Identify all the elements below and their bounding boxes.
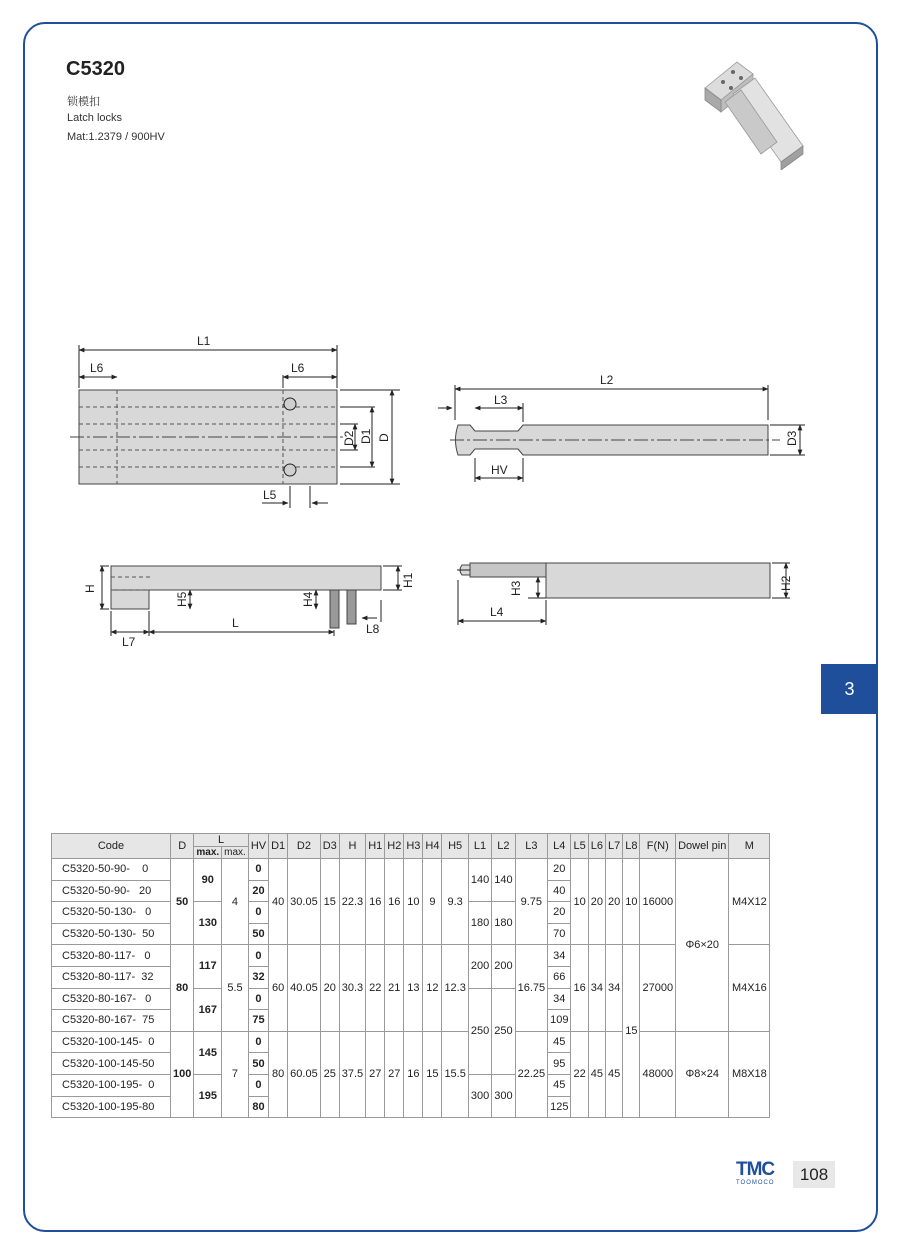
cell-l4: 20 <box>548 859 571 881</box>
cell-l4: 45 <box>548 1031 571 1053</box>
label-d1: D1 <box>359 428 373 444</box>
cell-l7: 34 <box>605 945 622 1031</box>
label-h2: H2 <box>779 575 793 591</box>
cell-l2: 140 <box>492 859 515 902</box>
cell-l4: 34 <box>548 945 571 967</box>
th-m: M <box>729 834 770 859</box>
th-d1: D1 <box>269 834 288 859</box>
cell-d: 80 <box>171 945 194 1031</box>
cell-hv: 50 <box>248 1053 268 1075</box>
cell-l7: 20 <box>605 859 622 945</box>
cell-h3: 16 <box>404 1031 423 1117</box>
label-d2: D2 <box>342 430 356 446</box>
cell-l2: 180 <box>492 902 515 945</box>
cell-hv: 20 <box>248 880 268 902</box>
cell-l2: 250 <box>492 988 515 1074</box>
label-h4: H4 <box>301 591 315 607</box>
th-h: H <box>339 834 365 859</box>
cell-h2: 27 <box>385 1031 404 1117</box>
cell-l-max: 90 <box>194 859 222 902</box>
label-h3: H3 <box>509 580 523 596</box>
cell-d1: 60 <box>269 945 288 1031</box>
cell-l5: 16 <box>571 945 588 1031</box>
cell-dowel: Φ8×24 <box>676 1031 729 1117</box>
label-l5: L5 <box>263 488 277 502</box>
cell-l4: 70 <box>548 923 571 945</box>
cell-h1: 27 <box>366 1031 385 1117</box>
label-l: L <box>232 616 239 630</box>
cell-d3: 20 <box>320 945 339 1031</box>
cell-m: M8X18 <box>729 1031 770 1117</box>
table-row <box>52 859 770 881</box>
cell-h3: 13 <box>404 945 423 1031</box>
cell-h5: 15.5 <box>442 1031 468 1117</box>
table-row <box>52 1031 770 1053</box>
th-l2: L2 <box>492 834 515 859</box>
cell-l5: 10 <box>571 859 588 945</box>
cell-hv: 75 <box>248 1010 268 1032</box>
cell-m: M4X12 <box>729 859 770 945</box>
cell-l6: 20 <box>588 859 605 945</box>
th-dowel: Dowel pin <box>676 834 729 859</box>
th-code: Code <box>52 834 171 859</box>
cell-h: 30.3 <box>339 945 365 1031</box>
cell-d: 50 <box>171 859 194 945</box>
code-cell: C5320-50-90- 0 <box>52 859 171 881</box>
product-name-cn: 锁模扣 <box>67 96 100 108</box>
label-h: H <box>83 584 97 593</box>
th-l8: L8 <box>623 834 640 859</box>
th-h4: H4 <box>423 834 442 859</box>
cell-l-max2: 5.5 <box>222 945 249 1031</box>
cell-l-max: 130 <box>194 902 222 945</box>
cell-h2: 16 <box>385 859 404 945</box>
label-l4: L4 <box>490 605 504 619</box>
th-h5: H5 <box>442 834 468 859</box>
label-l6-right: L6 <box>291 361 305 375</box>
cell-l1: 180 <box>468 902 491 945</box>
cell-d: 100 <box>171 1031 194 1117</box>
th-h2: H2 <box>385 834 404 859</box>
cell-d1: 80 <box>269 1031 288 1117</box>
cell-d1: 40 <box>269 859 288 945</box>
cell-l-max: 117 <box>194 945 222 988</box>
cell-l3: 16.75 <box>515 945 548 1031</box>
label-hv: HV <box>491 463 508 477</box>
cell-h4: 9 <box>423 859 442 945</box>
cell-l1: 140 <box>468 859 491 902</box>
cell-l4: 66 <box>548 966 571 988</box>
code-cell: C5320-80-117- 0 <box>52 945 171 967</box>
cell-l-max: 167 <box>194 988 222 1031</box>
th-l7: L7 <box>605 834 622 859</box>
cell-force: 27000 <box>640 945 676 1031</box>
th-d: D <box>171 834 194 859</box>
cell-h: 22.3 <box>339 859 365 945</box>
cell-h5: 12.3 <box>442 945 468 1031</box>
cell-hv: 0 <box>248 1074 268 1096</box>
cell-l2: 200 <box>492 945 515 988</box>
label-l6-left: L6 <box>90 361 104 375</box>
cell-hv: 0 <box>248 945 268 967</box>
cell-l8: 10 <box>623 859 640 945</box>
label-l2: L2 <box>600 373 614 387</box>
cell-force: 48000 <box>640 1031 676 1117</box>
cell-d3: 25 <box>320 1031 339 1117</box>
cell-l2: 300 <box>492 1074 515 1117</box>
label-l8: L8 <box>366 622 380 636</box>
cell-dowel: Φ6×20 <box>676 859 729 1032</box>
section-tab[interactable]: 3 <box>821 664 878 714</box>
cell-d2: 60.05 <box>288 1031 321 1117</box>
product-code: C5320 <box>66 58 125 80</box>
th-l4: L4 <box>548 834 571 859</box>
cell-l7: 45 <box>605 1031 622 1117</box>
code-cell: C5320-50-130- 0 <box>52 902 171 924</box>
cell-h4: 12 <box>423 945 442 1031</box>
cell-d2: 30.05 <box>288 859 321 945</box>
cell-l1: 300 <box>468 1074 491 1117</box>
label-l1: L1 <box>197 334 211 348</box>
cell-l-max2: 4 <box>222 859 249 945</box>
cell-hv: 0 <box>248 859 268 881</box>
product-name-en: Latch locks <box>67 112 123 124</box>
table-row <box>52 945 770 967</box>
cell-h4: 15 <box>423 1031 442 1117</box>
th-h1: H1 <box>366 834 385 859</box>
cell-l3: 22.25 <box>515 1031 548 1117</box>
cell-l4: 95 <box>548 1053 571 1075</box>
cell-d2: 40.05 <box>288 945 321 1031</box>
code-cell: C5320-100-195-80 <box>52 1096 171 1118</box>
th-hv: HV <box>248 834 268 859</box>
cell-h3: 10 <box>404 859 423 945</box>
cell-h2: 21 <box>385 945 404 1031</box>
logo-text: TMC <box>736 1159 775 1180</box>
cell-l3: 9.75 <box>515 859 548 945</box>
th-force: F(N) <box>640 834 676 859</box>
cell-hv: 32 <box>248 966 268 988</box>
th-l5: L5 <box>571 834 588 859</box>
cell-d3: 15 <box>320 859 339 945</box>
th-l1: L1 <box>468 834 491 859</box>
code-cell: C5320-80-117- 32 <box>52 966 171 988</box>
code-cell: C5320-100-145-50 <box>52 1053 171 1075</box>
cell-hv: 0 <box>248 1031 268 1053</box>
label-h5: H5 <box>175 591 189 607</box>
th-l6: L6 <box>588 834 605 859</box>
cell-hv: 50 <box>248 923 268 945</box>
cell-h5: 9.3 <box>442 859 468 945</box>
th-h3: H3 <box>404 834 423 859</box>
material-spec: Mat:1.2379 / 900HV <box>67 131 165 143</box>
page-number: 108 <box>793 1161 835 1188</box>
cell-l1: 250 <box>468 988 491 1074</box>
cell-h1: 16 <box>366 859 385 945</box>
th-d3: D3 <box>320 834 339 859</box>
th-l-max2: max. <box>222 847 249 859</box>
cell-h: 37.5 <box>339 1031 365 1117</box>
cell-l-max: 195 <box>194 1074 222 1117</box>
cell-force: 16000 <box>640 859 676 945</box>
cell-m: M4X16 <box>729 945 770 1031</box>
code-cell: C5320-50-90- 20 <box>52 880 171 902</box>
th-l-max1: max. <box>194 847 222 859</box>
cell-l4: 34 <box>548 988 571 1010</box>
label-l7: L7 <box>122 635 136 649</box>
code-cell: C5320-100-145- 0 <box>52 1031 171 1053</box>
th-l3: L3 <box>515 834 548 859</box>
code-cell: C5320-80-167- 75 <box>52 1010 171 1032</box>
cell-l-max: 145 <box>194 1031 222 1074</box>
logo-subtext: TOOMOCO <box>736 1180 775 1186</box>
code-cell: C5320-80-167- 0 <box>52 988 171 1010</box>
label-d: D <box>377 433 391 442</box>
cell-l4: 45 <box>548 1074 571 1096</box>
label-l3: L3 <box>494 393 508 407</box>
code-cell: C5320-50-130- 50 <box>52 923 171 945</box>
code-cell: C5320-100-195- 0 <box>52 1074 171 1096</box>
cell-hv: 80 <box>248 1096 268 1118</box>
cell-l5: 22 <box>571 1031 588 1117</box>
spec-table <box>51 833 770 1118</box>
cell-l-max2: 7 <box>222 1031 249 1117</box>
cell-l4: 125 <box>548 1096 571 1118</box>
tmc-logo <box>736 1160 790 1188</box>
cell-l6: 34 <box>588 945 605 1031</box>
cell-hv: 0 <box>248 902 268 924</box>
cell-l4: 40 <box>548 880 571 902</box>
cell-l1: 200 <box>468 945 491 988</box>
th-d2: D2 <box>288 834 321 859</box>
label-d3: D3 <box>785 430 799 446</box>
th-l: L <box>194 834 248 847</box>
cell-l8: 15 <box>623 945 640 1118</box>
cell-l4: 20 <box>548 902 571 924</box>
cell-l4: 109 <box>548 1010 571 1032</box>
cell-hv: 0 <box>248 988 268 1010</box>
cell-h1: 22 <box>366 945 385 1031</box>
label-h1: H1 <box>401 572 415 588</box>
cell-l6: 45 <box>588 1031 605 1117</box>
